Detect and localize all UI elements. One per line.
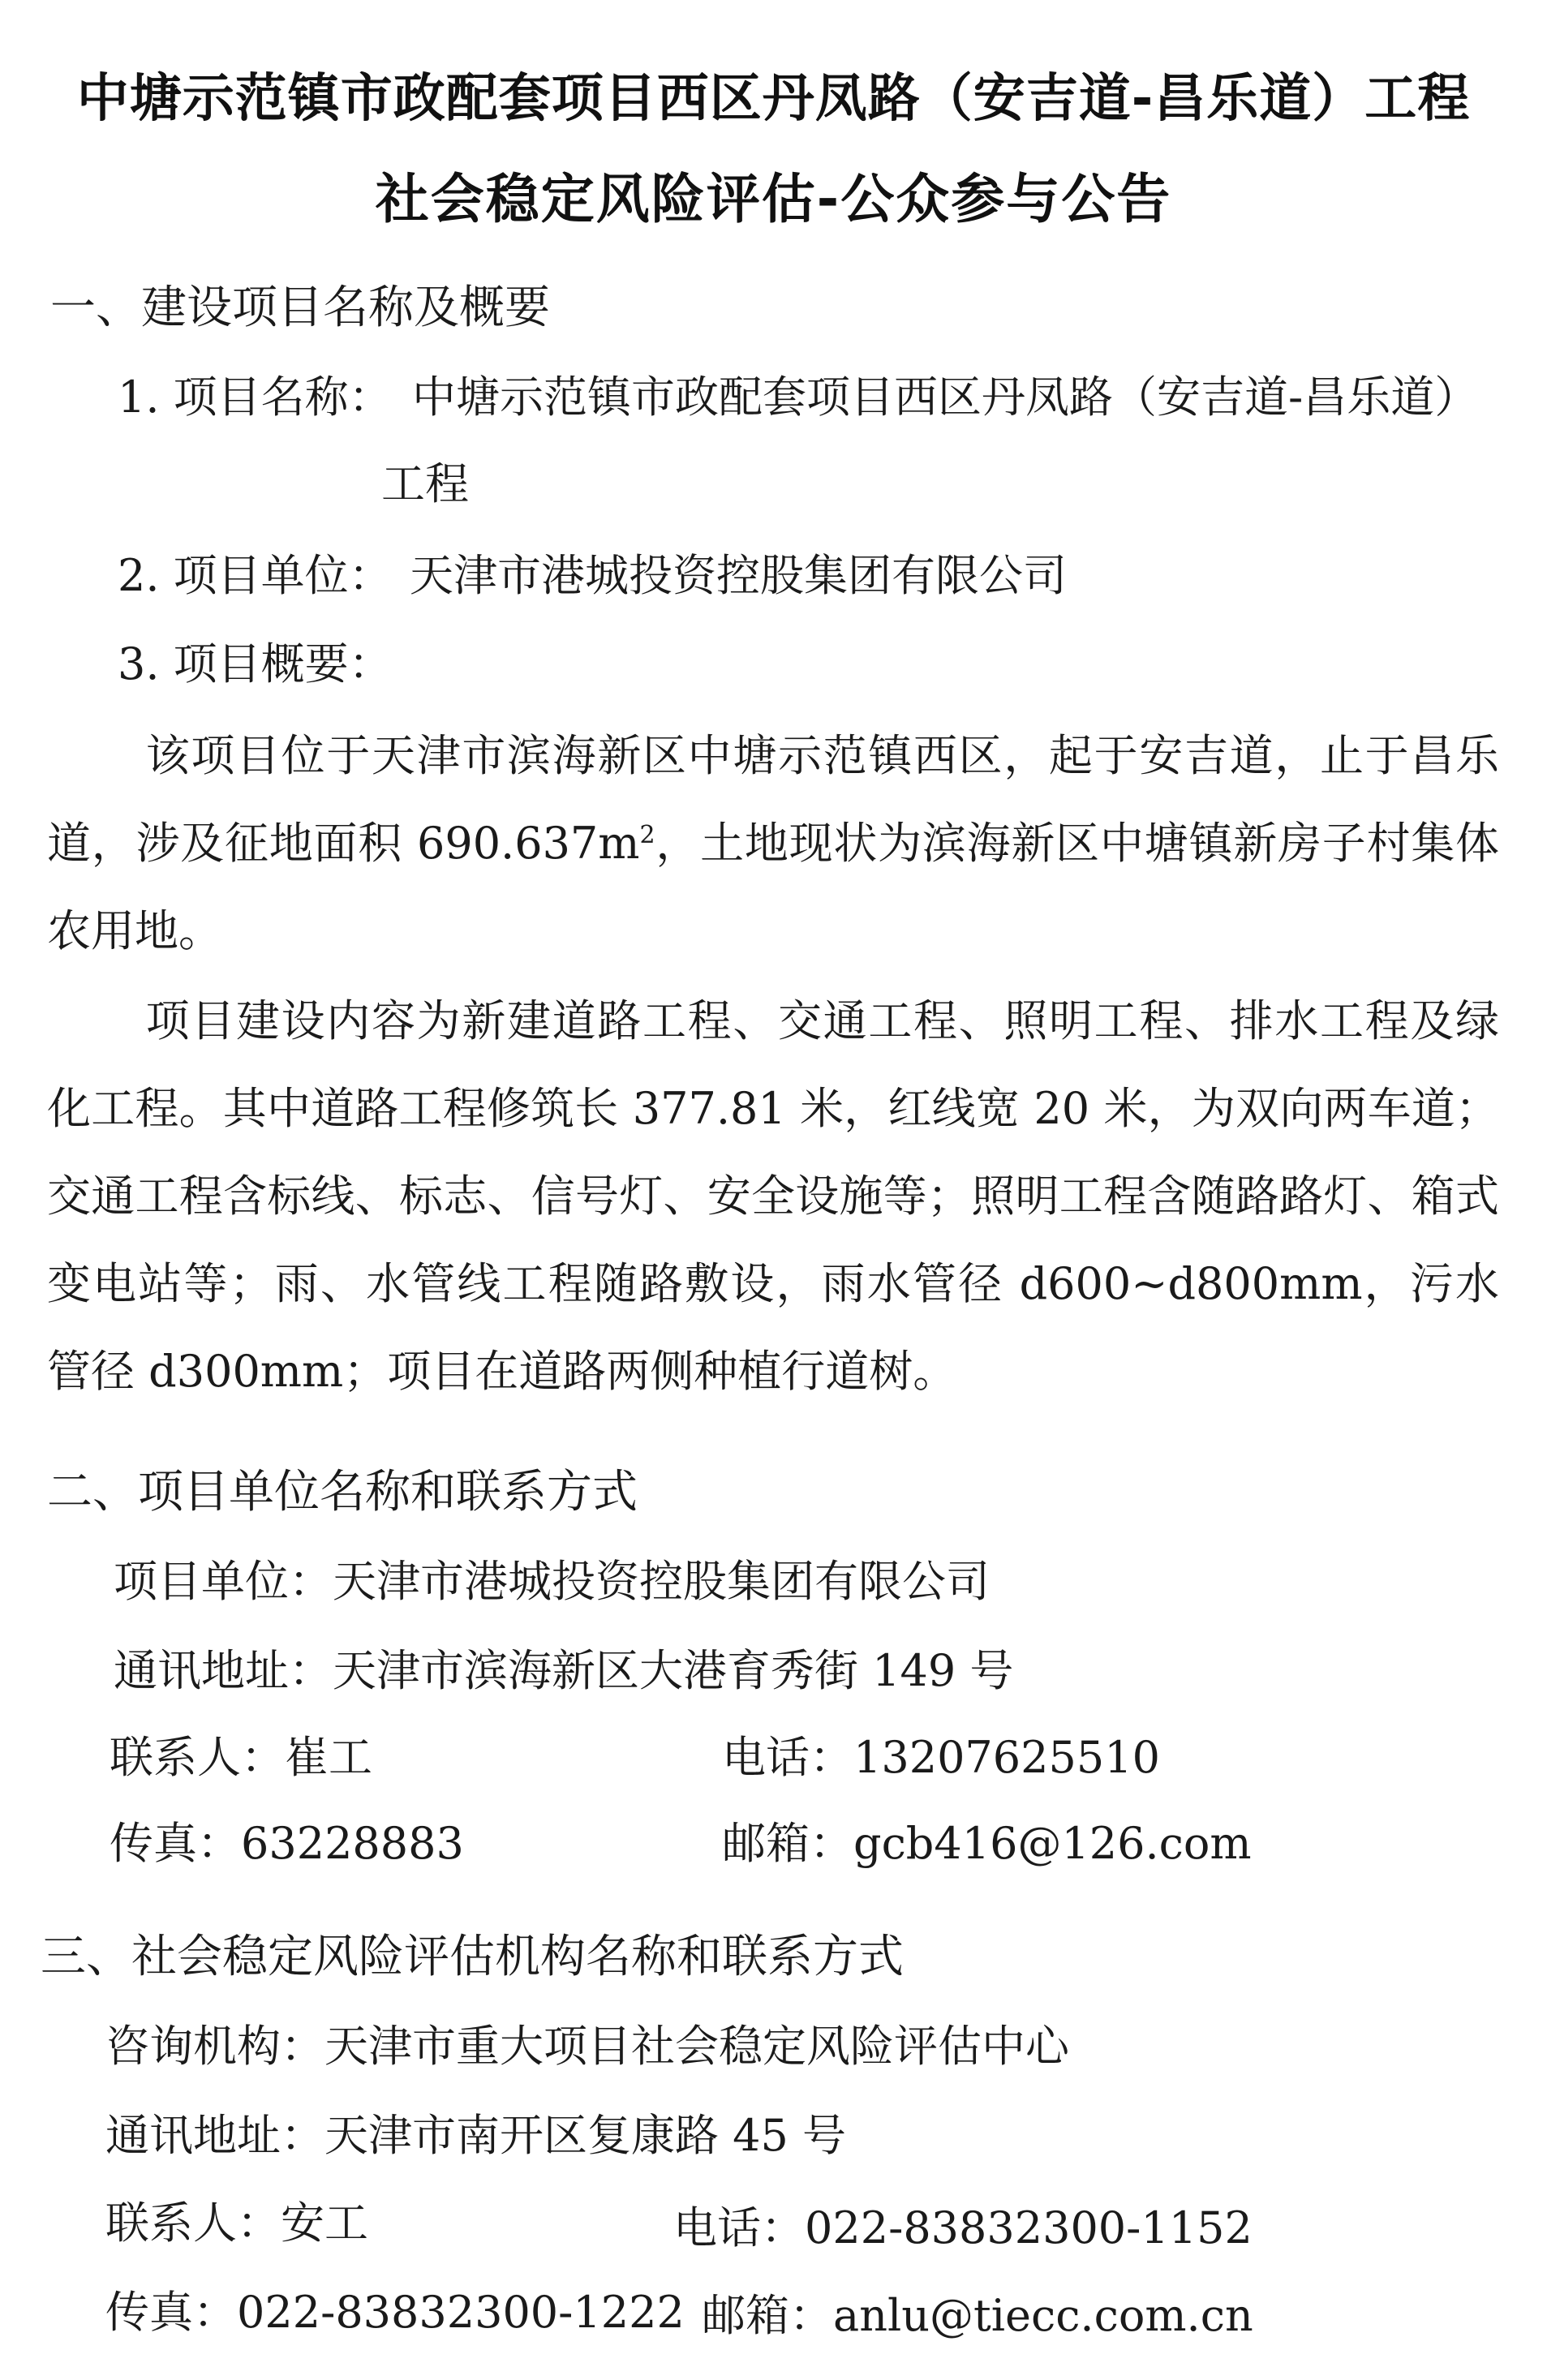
- section3-contact: 联系人：安工: [105, 2197, 368, 2249]
- section1-heading: 一、建设项目名称及概要: [50, 281, 550, 334]
- section3-agency: 咨询机构：天津市重大项目社会稳定风险评估中心: [105, 2021, 1069, 2072]
- item2-value: 天津市港城投资控股集团有限公司: [410, 550, 1067, 601]
- item3-label: 3. 项目概要：: [118, 638, 393, 690]
- section3-address: 通讯地址：天津市南开区复康路 45 号: [105, 2110, 847, 2161]
- overview-paragraph-1-tail: ，土地现状为滨海新区中塘镇新房子村集体农用地。: [47, 818, 1499, 956]
- section3-fax: 传真：022-83832300-1222: [105, 2287, 685, 2338]
- section3-phone: 电话：022-83832300-1152: [673, 2202, 1253, 2253]
- overview-paragraph-1-text: 该项目位于天津市滨海新区中塘示范镇西区，起于安吉道，止于昌乐道，涉及征地面积 690.637m: [47, 730, 1499, 869]
- document-title-line2: 社会稳定风险评估-公众参与公告: [375, 168, 1172, 230]
- section2-fax: 传真：63228883: [110, 1818, 464, 1869]
- item2-label: 2. 项目单位：: [118, 550, 393, 601]
- section3-heading: 三、社会稳定风险评估机构名称和联系方式: [41, 1931, 904, 1983]
- section3-email: 邮箱：anlu@tiecc.com.cn: [702, 2290, 1253, 2341]
- section2-phone: 电话：13207625510: [722, 1732, 1160, 1783]
- document-title-line1: 中塘示范镇市政配套项目西区丹凤路（安吉道-昌乐道）工程: [76, 69, 1471, 129]
- section2-heading: 二、项目单位名称和联系方式: [47, 1466, 638, 1519]
- area-unit-superscript: 2: [639, 821, 655, 849]
- section2-address: 通讯地址：天津市滨海新区大港育秀街 149 号: [114, 1645, 1014, 1696]
- item1-value-continued: 工程: [381, 458, 469, 509]
- overview-paragraph-1: [47, 712, 1499, 975]
- overview-paragraph-2: [47, 977, 1499, 1416]
- item1-label: 1. 项目名称：: [118, 372, 393, 423]
- section2-unit: 项目单位：天津市港城投资控股集团有限公司: [114, 1556, 990, 1607]
- overview-paragraph-2-text: 项目建设内容为新建道路工程、交通工程、照明工程、排水工程及绿化工程。其中道路工程修筑长 377.81 米，红线宽 20 米，为双向两车道；交通工程含标线、标志、信号灯、安全设施等；照明工程含随路路灯、箱式变电站等；雨、水管线工程随路敷设，雨水管径 d600~d800mm，污水管径 d300mm；项目在道路两侧种植行道树。: [47, 995, 1499, 1397]
- section2-email: 邮箱：gcb416@126.com: [722, 1818, 1252, 1869]
- item1-value: 中塘示范镇市政配套项目西区丹凤路（安吉道-昌乐道）: [412, 372, 1479, 423]
- section2-contact: 联系人：崔工: [110, 1732, 372, 1783]
